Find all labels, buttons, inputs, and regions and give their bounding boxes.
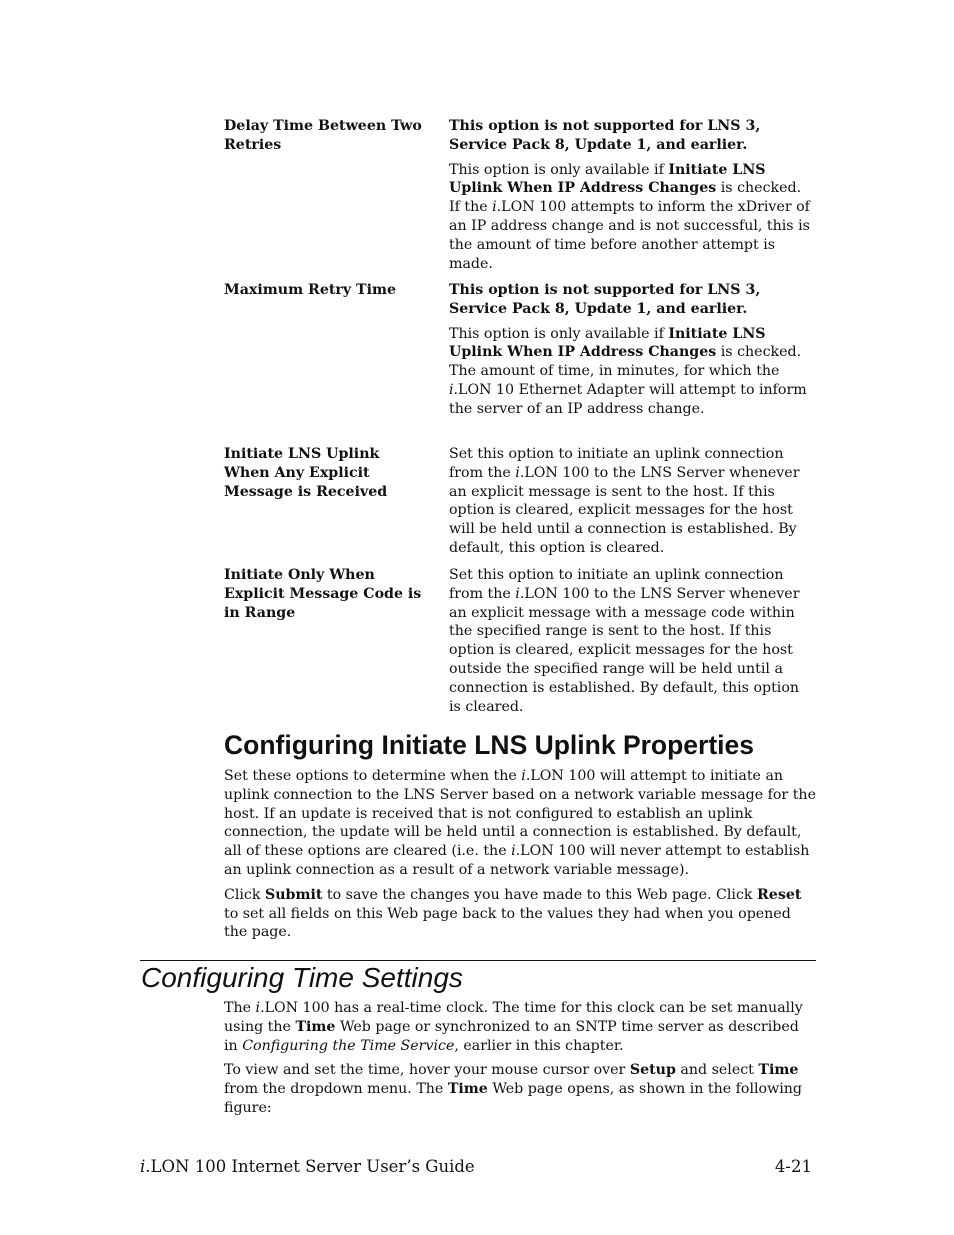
paragraph: Set these options to determine when the i.LON 100 will attempt to initiate an uplink connection to the LNS Server based on a network variable message for the host. If an update is received that is not configured to establish an uplink connection, the update will be held until a connection is established. By default, all of these options are cleared (i.e. the i.LON 100 will never attempt to establish an uplink connection as a result of a network variable message). <box>224 768 816 878</box>
paragraph: To view and set the time, hover your mouse cursor over Setup and select Time from the dropdown menu. The Time Web page opens, as shown in the following figure: <box>224 1062 802 1116</box>
description-text: This option is only available if Initiate LNS Uplink When IP Address Changes is checked. The amount of time, in minutes, for which the i.LON 10 Ethernet Adapter will attempt to inform the server of an IP address change. <box>449 325 807 417</box>
term-description <box>449 566 811 722</box>
term-description <box>449 445 811 564</box>
section-heading-uplink: Configuring Initiate LNS Uplink Properties <box>224 730 755 760</box>
term-label: Initiate LNS Uplink When Any Explicit Message is Received <box>224 446 388 500</box>
footer-title <box>140 1155 475 1179</box>
footer-title-rest: .LON 100 Internet Server User’s Guide <box>145 1157 475 1176</box>
section-body-time <box>224 999 816 1124</box>
section-body-uplink <box>224 767 816 948</box>
footer-title-prefix: i <box>140 1157 146 1176</box>
support-note: This option is not supported for LNS 3, Service Pack 8, Update 1, and earlier. <box>449 118 761 153</box>
term-label: Delay Time Between Two Retries <box>224 118 422 153</box>
term-label: Maximum Retry Time <box>224 282 397 298</box>
support-note: This option is not supported for LNS 3, Service Pack 8, Update 1, and earlier. <box>449 282 761 317</box>
description-text: Set this option to initiate an uplink connection from the i.LON 100 to the LNS Server whenever an explicit message is sent to the host. If this option is cleared, explicit messages for the host will be held until a connection is established. By default, this option is cleared. <box>449 446 800 556</box>
description-text: This option is only available if Initiate LNS Uplink When IP Address Changes is checked. If the i.LON 100 attempts to inform the xDriver of an IP address change and is not successful, this is the amount of time before another attempt is made. <box>449 161 810 272</box>
paragraph: Click Submit to save the changes you have made to this Web page. Click Reset to set all fields on this Web page back to the values they had when you opened the page. <box>224 886 802 941</box>
term-label: Initiate Only When Explicit Message Code is in Range <box>224 567 422 621</box>
description-text: Set this option to initiate an uplink connection from the i.LON 100 to the LNS Server whenever an explicit message with a message code within the specified range is sent to the host. If this option is cleared, explicit messages for the host outside the specified range will be held until a connection is established. By default, this option is cleared. <box>449 567 800 715</box>
term-description <box>449 281 811 425</box>
term-description <box>449 117 811 279</box>
paragraph: The i.LON 100 has a real-time clock. The time for this clock can be set manually using the Time Web page or synchronized to an SNTP time server as described in Configuring the Time Service, earlier in this chapter. <box>224 1000 803 1054</box>
section-heading-time: Configuring Time Settings <box>141 962 463 993</box>
page-number: 4-21 <box>774 1157 812 1176</box>
